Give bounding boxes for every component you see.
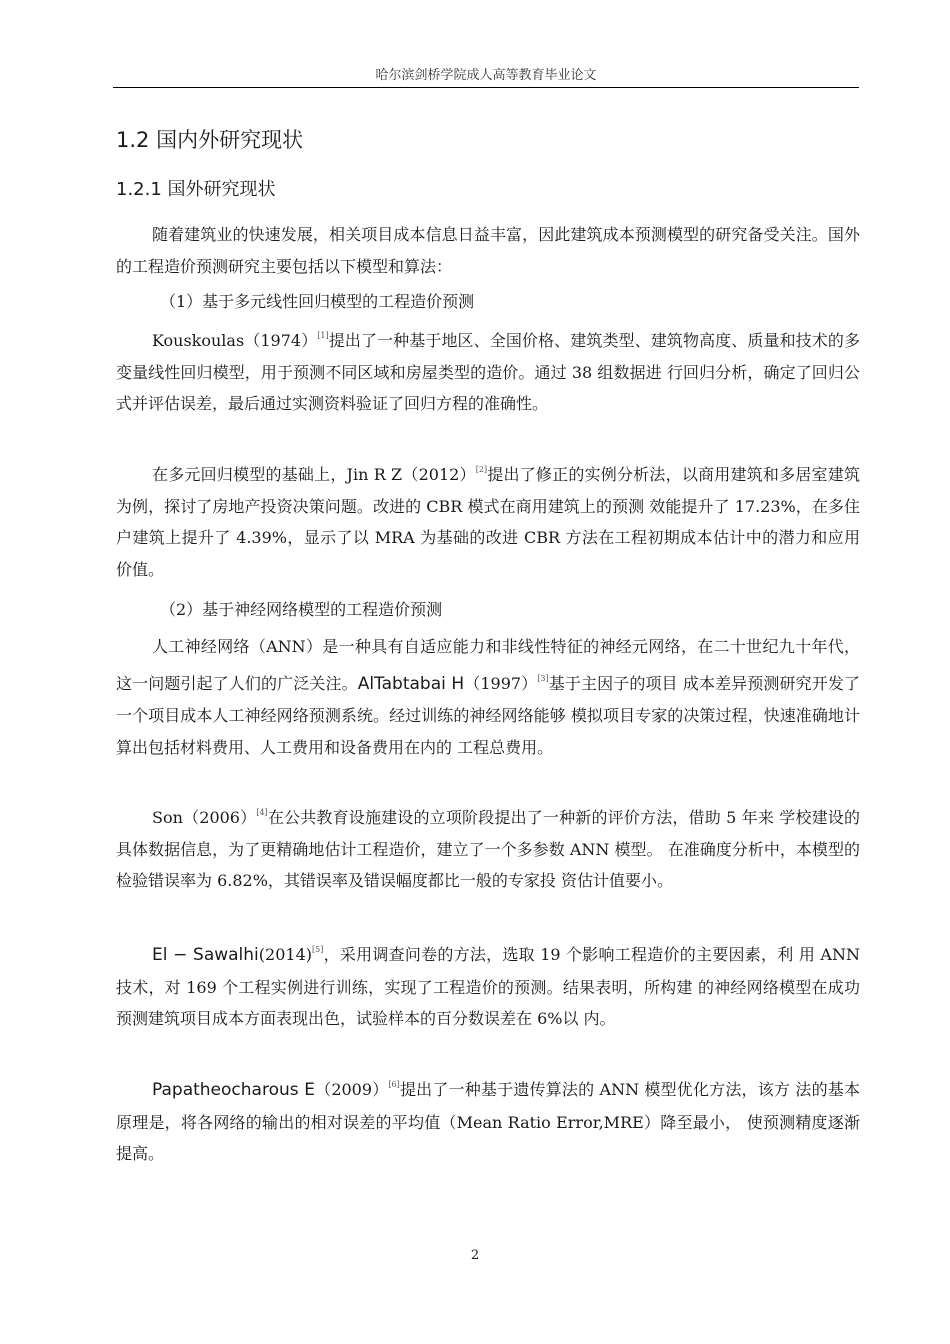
list-item-1: （1）基于多元线性回归模型的工程造价预测 bbox=[160, 292, 475, 311]
reference-marker: [2] bbox=[475, 465, 488, 474]
reference-marker: [1] bbox=[317, 331, 329, 340]
paragraph-son bbox=[116, 797, 860, 897]
reference-marker: [3] bbox=[537, 673, 549, 683]
paragraph-papatheocharous bbox=[116, 1069, 860, 1170]
list-item-2: （2）基于神经网络模型的工程造价预测 bbox=[160, 600, 443, 619]
citation-lead: 在多元回归模型的基础上，Jin R Z（2012） bbox=[152, 465, 476, 484]
reference-marker: [5] bbox=[311, 945, 324, 954]
paragraph-text: 在公共教育设施建设的立项阶段提出了一种新的评价方法，借助 5 年来 学校建设的具体数据信息，为了更精确地估计工程造价，建立了一个多参数 ANN 模型。 在准确度分析中，本模型的检验错误率为 6.82%，其错误率及错误幅度都比一般的专家投 资估计值要小。 bbox=[116, 808, 860, 891]
paragraph-lead: 人工神经网络（ANN）是一种具有自适应能力和非线性特征的神经元网络，在二十世纪九十年代，这一问题引起了人们的广泛关注。 bbox=[116, 637, 860, 693]
paragraph-ann bbox=[116, 631, 860, 763]
paragraph-text: 提出了一种基于地区、全国价格、建筑类型、建筑物高度、质量和技术的多变量线性回归模型，用于预测不同区域和房屋类型的造价。通过 38 组数据进 行回归分析，确定了回归公式并评估误差，最后通过实测资料验证了回归方程的准确性。 bbox=[116, 331, 860, 414]
citation-lead: Son（2006） bbox=[152, 808, 257, 827]
citation-year: (2014) bbox=[258, 945, 312, 964]
reference-marker: [6] bbox=[388, 1080, 400, 1089]
paragraph-text: 基于主因子的项目 成本差异预测研究开发了一个项目成本人工神经网络预测系统。经过训练的神经网络能够 模拟项目专家的决策过程，快速准确地计算出包括材料费用、人工费用和设备费用在内的 工程总费用。 bbox=[116, 673, 860, 757]
paragraph-text: ，采用调查问卷的方法，选取 19 个影响工程造价的主要因素，利 用 ANN 技术，对 169 个工程实例进行训练，实现了工程造价的预测。结果表明，所构建 的神经网络模型在成功预测建筑项目成本方面表现出色，试验样本的百分数误差在 6%以 内。 bbox=[116, 945, 860, 1029]
citation-year: （1997） bbox=[464, 673, 538, 693]
author-name: El − Sawalhi bbox=[152, 945, 259, 965]
citation-lead: Kouskoulas（1974） bbox=[152, 331, 318, 350]
author-name: AlTabtabai H bbox=[357, 673, 465, 694]
subsection-heading: 1.2.1 国外研究现状 bbox=[116, 179, 276, 200]
reference-marker: [4] bbox=[256, 808, 268, 817]
author-name: Papatheocharous E bbox=[152, 1080, 315, 1100]
header-rule bbox=[113, 87, 859, 88]
paragraph-jin bbox=[116, 454, 860, 585]
section-heading: 1.2 国内外研究现状 bbox=[116, 128, 304, 152]
page-number: 2 bbox=[470, 1248, 480, 1263]
paragraph-kouskoulas bbox=[116, 320, 860, 420]
paragraph-text: 提出了一种基于遗传算法的 ANN 模型优化方法，该方 法的基本原理是，将各网络的输出的相对误差的平均值（Mean Ratio Error,MRE）降至最小， 使预测精度逐渐提高。 bbox=[116, 1080, 860, 1164]
page-header: 哈尔滨剑桥学院成人高等教育毕业论文 bbox=[375, 68, 597, 83]
intro-paragraph: 随着建筑业的快速发展，相关项目成本信息日益丰富，因此建筑成本预测模型的研究备受关注。国外的工程造价预测研究主要包括以下模型和算法： bbox=[116, 225, 860, 276]
citation-year: （2009） bbox=[314, 1080, 389, 1099]
paragraph-sawalhi bbox=[116, 934, 860, 1035]
paragraph-text: 提出了修正的实例分析法，以商用建筑和多居室建筑为例，探讨了房地产投资决策问题。改进的 CBR 模式在商用建筑上的预测 效能提升了 17.23%，在多住户建筑上提升了 4.39%，显示了以 MRA 为基础的改进 CBR 方法在工程初期成本估计中的潜力和应用价值。 bbox=[116, 465, 860, 579]
